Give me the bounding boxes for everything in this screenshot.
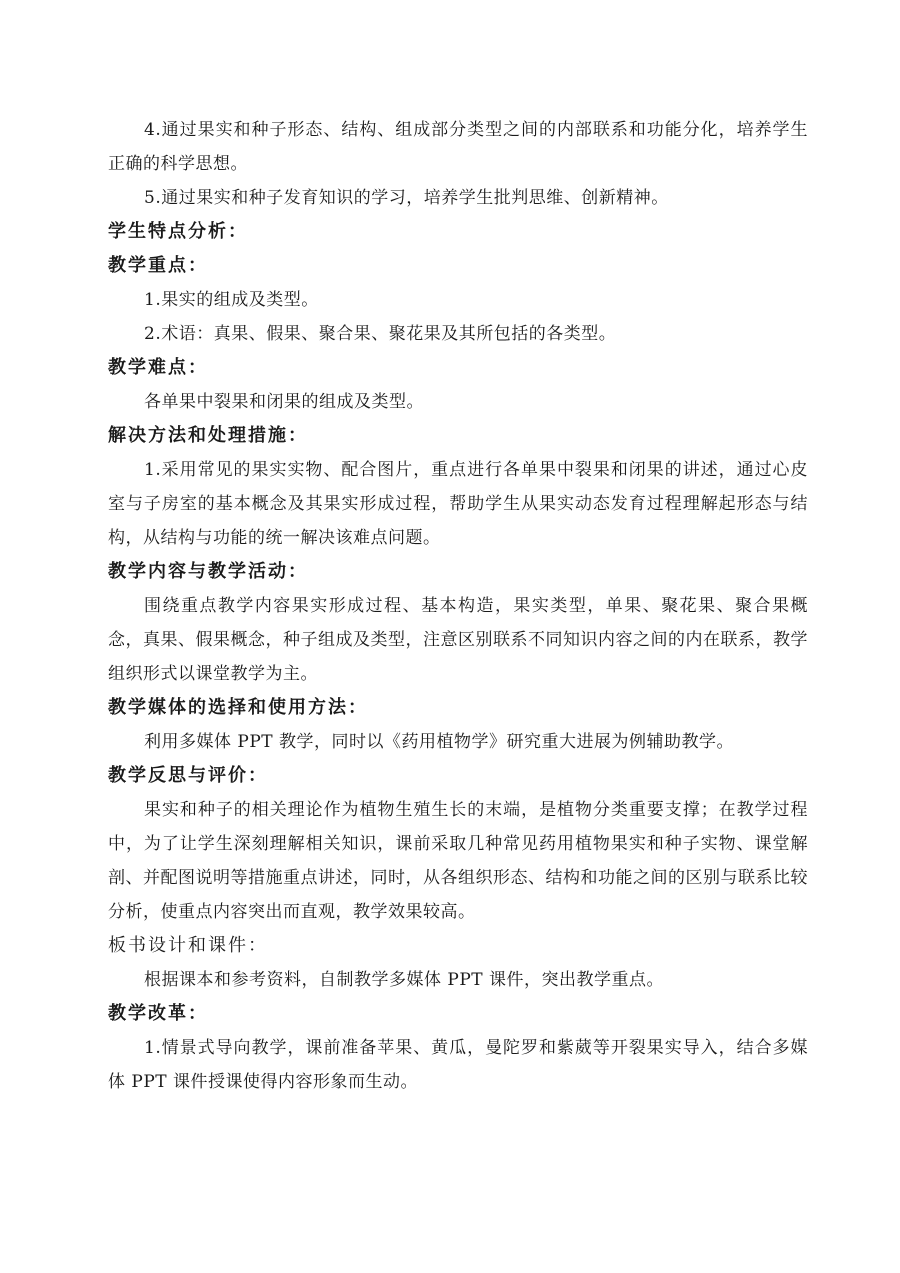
content-activities-heading: 教学内容与教学活动： <box>108 561 308 582</box>
key-point-item-2: 2.术语：真果、假果、聚合果、聚花果及其所包括的各类型。 <box>144 324 617 344</box>
board-design-heading: 板书设计和课件： <box>108 935 268 956</box>
objective-item-4: 4.通过果实和种子形态、结构、组成部分类型之间的内部联系和功能分化，培养学生正确的科学思想。 <box>108 120 808 174</box>
objective-item-5: 5.通过果实和种子发育知识的学习，培养学生批判思维、创新精神。 <box>144 188 669 208</box>
solutions-heading: 解决方法和处理措施： <box>108 425 308 446</box>
reflection-heading: 教学反思与评价： <box>108 765 268 786</box>
student-analysis-heading: 学生特点分析： <box>108 221 248 242</box>
content-activities-text: 围绕重点教学内容果实形成过程、基本构造，果实类型，单果、聚花果、聚合果概念，真果、假果概念，种子组成及类型，注意区别联系不同知识内容之间的内在联系，教学组织形式以课堂教学为主。 <box>108 596 808 684</box>
solutions-text: 1.采用常见的果实实物、配合图片，重点进行各单果中裂果和闭果的讲述，通过心皮室与子房室的基本概念及其果实形成过程，帮助学生从果实动态发育过程理解起形态与结构，从结构与功能的统一解决该难点问题。 <box>108 460 808 548</box>
key-points-heading: 教学重点： <box>108 255 208 276</box>
media-heading: 教学媒体的选择和使用方法： <box>108 697 368 718</box>
difficulties-text: 各单果中裂果和闭果的组成及类型。 <box>144 392 424 412</box>
reflection-text: 果实和种子的相关理论作为植物生殖生长的末端，是植物分类重要支撑；在教学过程中，为了让学生深刻理解相关知识，课前采取几种常见药用植物果实和种子实物、课堂解剖、并配图说明等措施重点讲述，同时，从各组织形态、结构和功能之间的区别与联系比较分析，使重点内容突出而直观，教学效果较高。 <box>108 800 808 922</box>
media-text: 利用多媒体 PPT 教学，同时以《药用植物学》研究重大进展为例辅助教学。 <box>144 732 735 752</box>
document-page <box>108 113 808 1099</box>
board-design-text: 根据课本和参考资料，自制教学多媒体 PPT 课件，突出教学重点。 <box>144 970 665 990</box>
reform-heading: 教学改革： <box>108 1003 208 1024</box>
difficulties-heading: 教学难点： <box>108 357 208 378</box>
reform-text: 1.情景式导向教学，课前准备苹果、黄瓜，曼陀罗和紫葳等开裂果实导入，结合多媒体 PPT 课件授课使得内容形象而生动。 <box>108 1038 808 1092</box>
key-point-item-1: 1.果实的组成及类型。 <box>144 290 319 310</box>
